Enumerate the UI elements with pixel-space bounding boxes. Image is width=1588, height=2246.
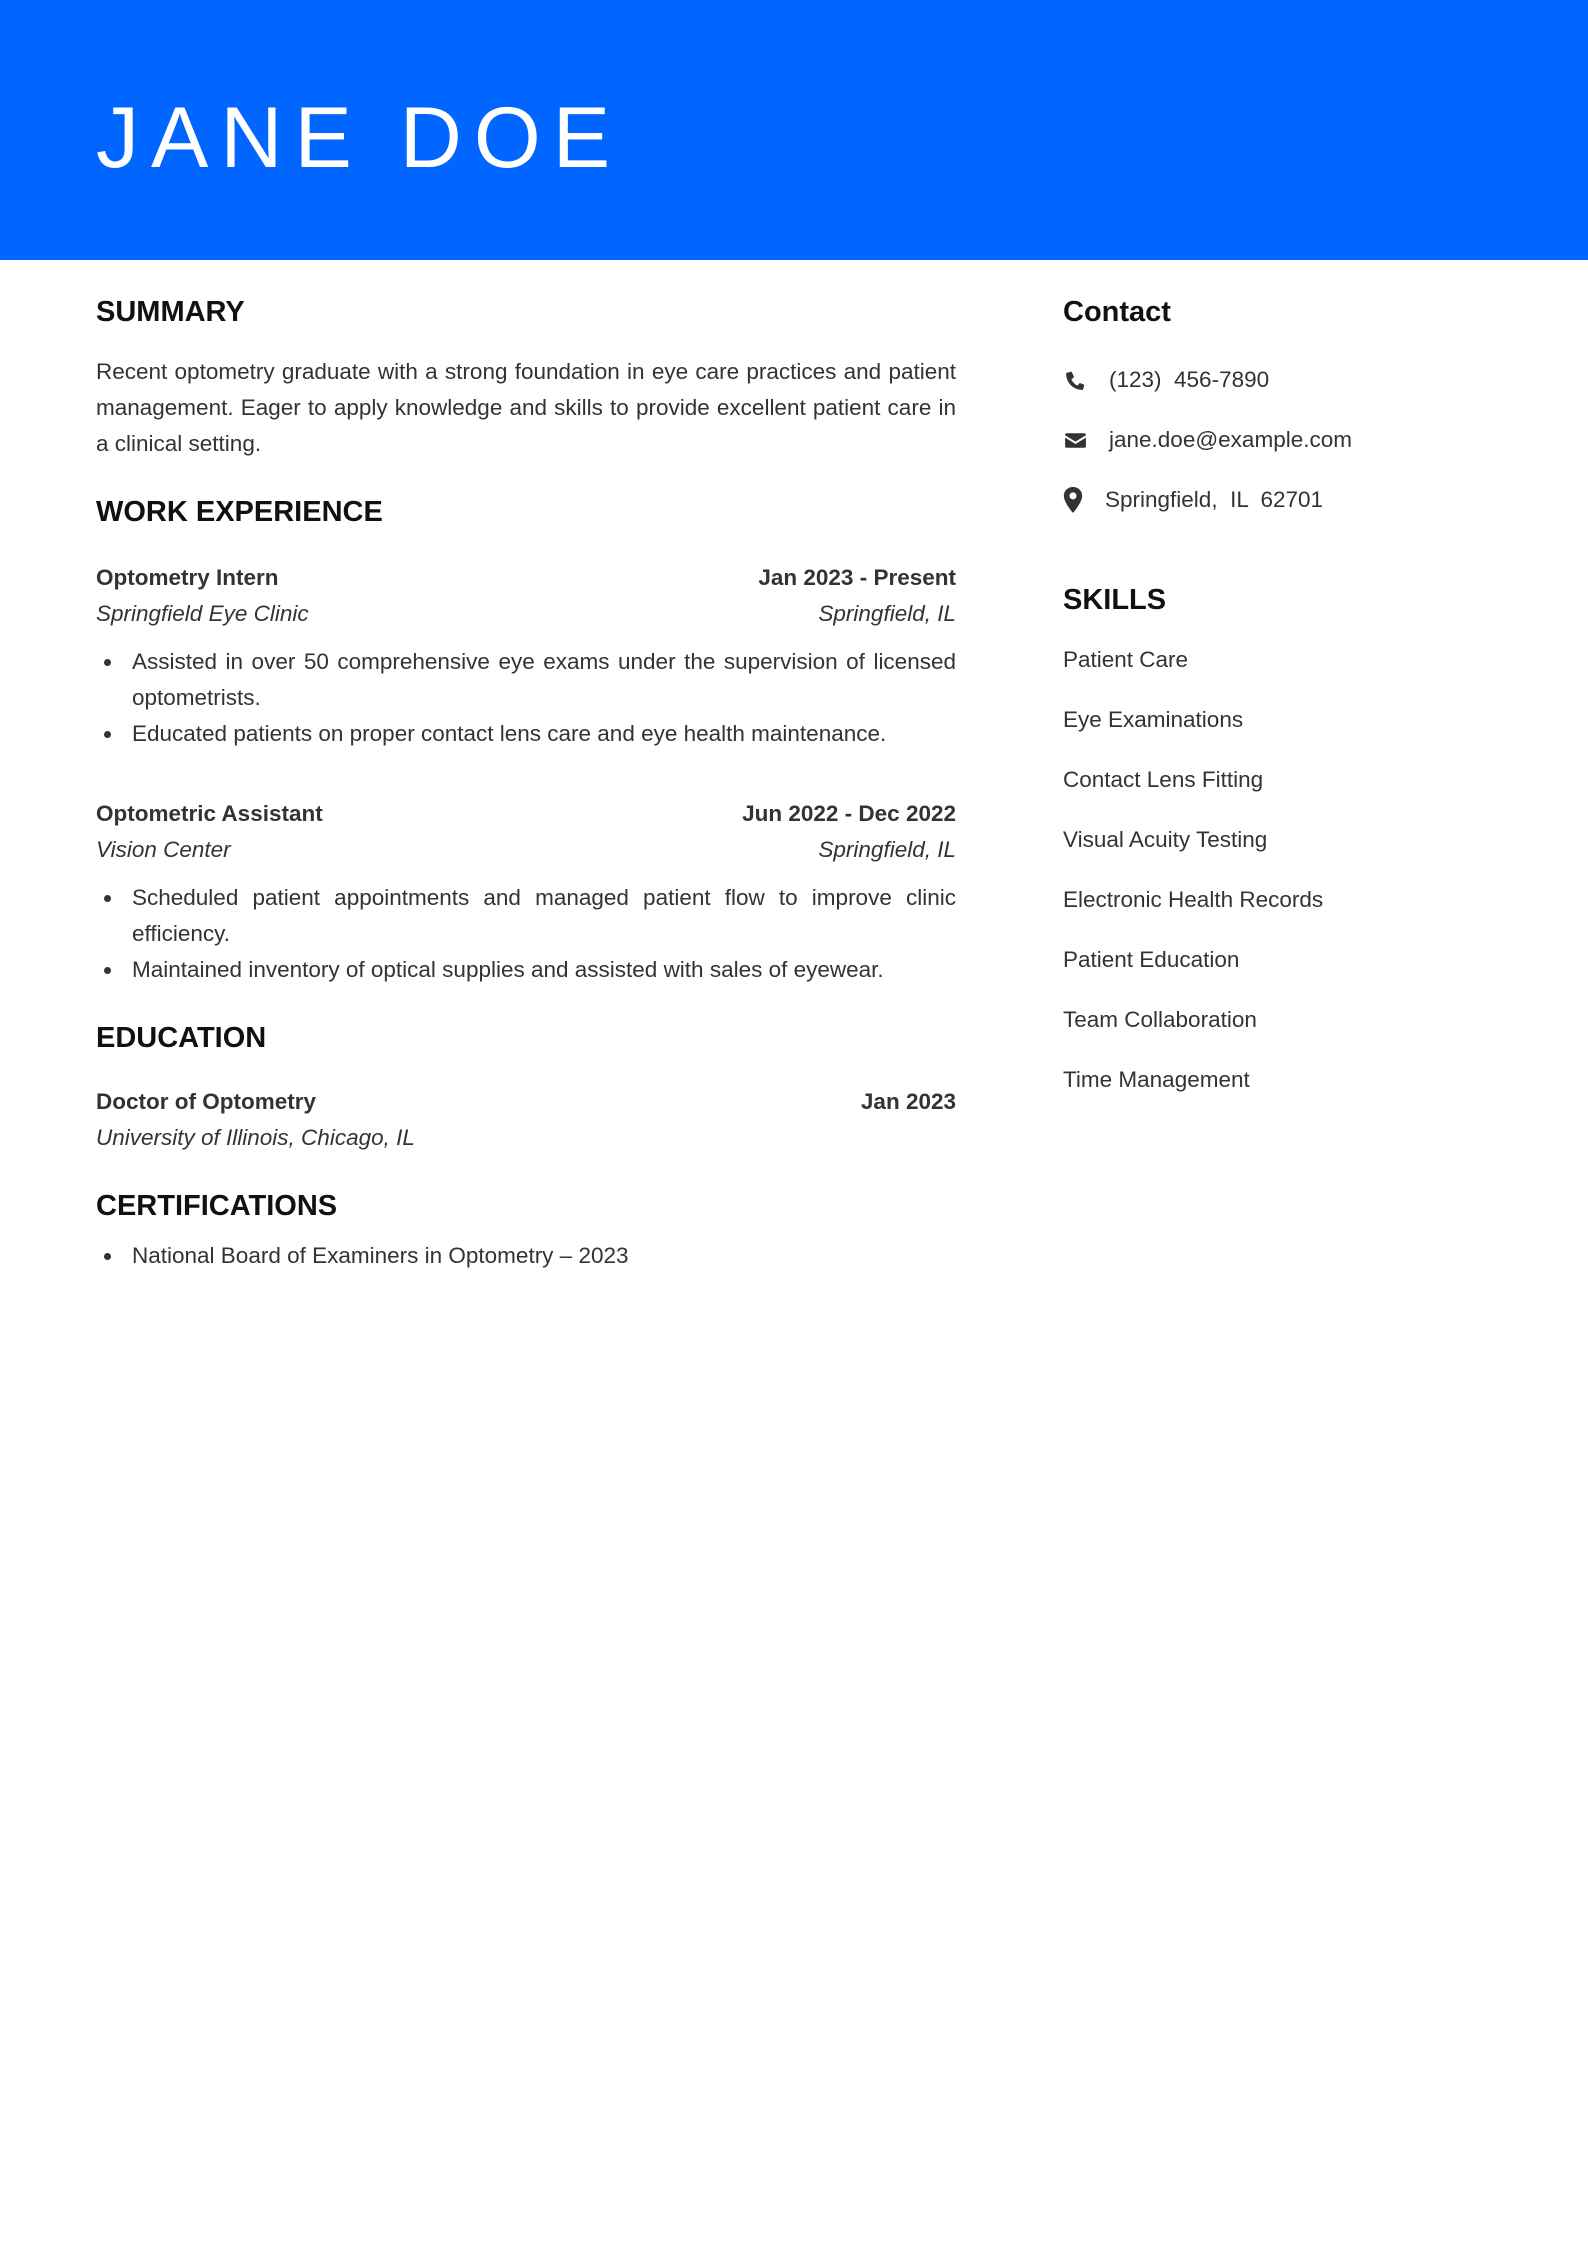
phone-icon [1063,368,1109,393]
school: University of Illinois, Chicago, IL [96,1125,415,1150]
skills-section [1063,580,1503,1098]
contact-phone [1063,362,1503,398]
job-role: Optometric Assistant [96,801,323,826]
list-item: Contact Lens Fitting [1063,767,1264,792]
list-item: Visual Acuity Testing [1063,827,1268,852]
list-item: Patient Education [1063,947,1240,972]
list-item: Team Collaboration [1063,1007,1257,1032]
certifications-heading: CERTIFICATIONS [96,1190,338,1222]
list-item: Scheduled patient appointments and managed patient flow to improve clinic efficiency. [96,880,956,952]
summary-section [96,292,956,462]
certifications-list [96,1238,956,1274]
job-dates: Jun 2022 - Dec 2022 [742,801,956,826]
list-item: Time Management [1063,1067,1250,1092]
degree: Doctor of Optometry [96,1089,317,1114]
job-bullets [96,644,956,752]
education-section [96,1018,956,1156]
list-item: Eye Examinations [1063,707,1244,732]
skills-heading: SKILLS [1063,584,1167,616]
job-entry [96,560,956,752]
summary-text: Recent optometry graduate with a strong foundation in eye care practices and patient management. Eager to apply knowledge and skills to provide excellent patient care in a clinical setting. [96,359,956,456]
email-text: jane.doe@example.com [1109,427,1352,452]
job-location: Springfield, IL [818,837,956,862]
summary-heading: SUMMARY [96,296,245,328]
skills-list [1063,642,1503,1098]
job-company: Vision Center [96,837,231,862]
phone-text: (123) 456-7890 [1109,367,1270,392]
header-banner [0,0,1588,260]
contact-email [1063,422,1503,458]
work-experience-heading: WORK EXPERIENCE [96,496,383,528]
contact-address [1063,482,1503,518]
list-item: Electronic Health Records [1063,887,1324,912]
job-entry [96,796,956,988]
job-company: Springfield Eye Clinic [96,601,309,626]
list-item: National Board of Examiners in Optometry – 2023 [96,1238,956,1274]
candidate-name: JANE DOE [96,90,623,186]
education-heading: EDUCATION [96,1022,267,1054]
address-text: Springfield, IL 62701 [1105,487,1324,512]
list-item: Educated patients on proper contact lens care and eye health maintenance. [96,716,956,752]
certifications-section [96,1186,956,1274]
work-experience-section [96,492,956,988]
list-item: Assisted in over 50 comprehensive eye exams under the supervision of licensed optometrists. [96,644,956,716]
list-item: Patient Care [1063,647,1189,672]
job-role: Optometry Intern [96,565,279,590]
contact-heading: Contact [1063,296,1171,328]
job-dates: Jan 2023 - Present [758,565,956,590]
job-bullets [96,880,956,988]
education-entry [96,1084,956,1156]
main-column [96,292,956,1274]
map-pin-icon [1063,487,1105,513]
contact-section [1063,292,1503,518]
side-column [1063,292,1503,1098]
job-location: Springfield, IL [818,601,956,626]
list-item: Maintained inventory of optical supplies and assisted with sales of eyewear. [96,952,956,988]
education-date: Jan 2023 [860,1089,956,1114]
envelope-icon [1063,428,1109,453]
